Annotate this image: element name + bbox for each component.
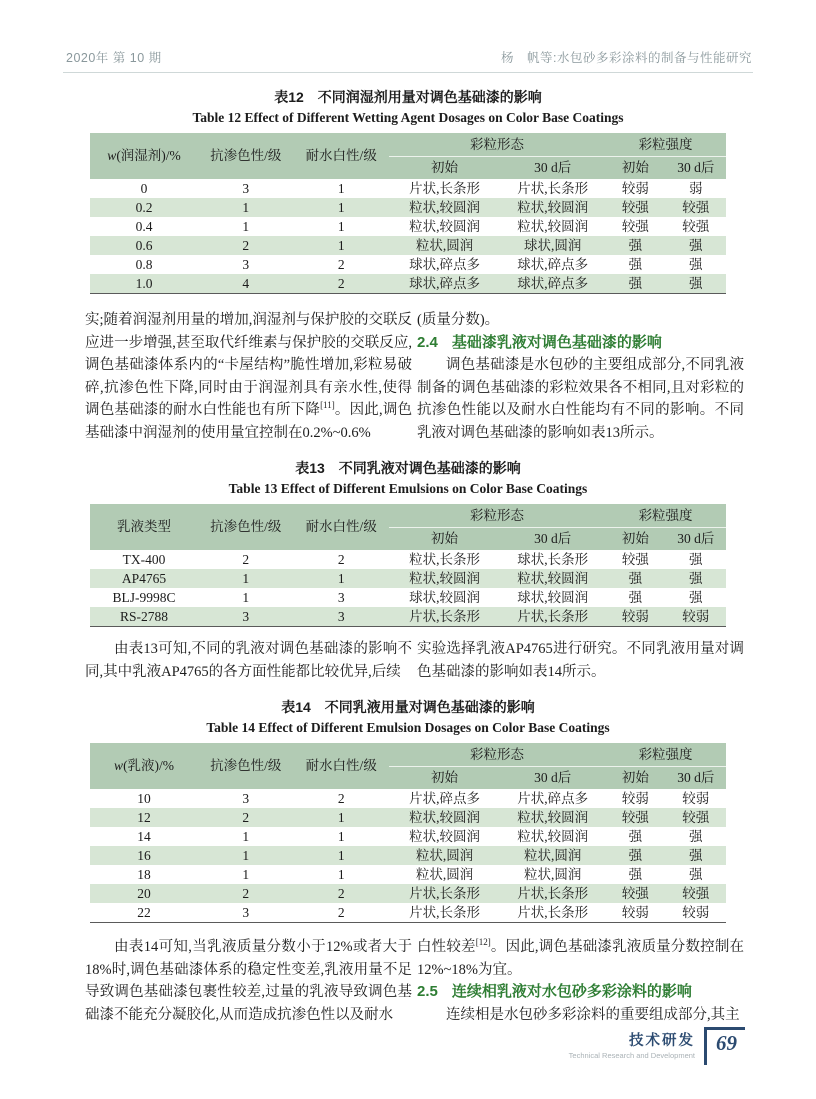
table-cell: 22 <box>137 905 151 920</box>
table-cell: 强 <box>628 276 643 291</box>
table-cell: 3 <box>242 905 250 920</box>
table-cell: 1 <box>337 181 345 196</box>
table-cell: 较弱 <box>682 609 710 624</box>
table-cell: 较强 <box>621 219 649 234</box>
table-cell: 球状,碎点多 <box>409 257 480 272</box>
table-cell: 2 <box>337 257 345 272</box>
running-title: 杨 帆等:水包砂多彩涂料的制备与性能研究 <box>501 51 752 65</box>
section-number: 2.4 <box>417 333 438 351</box>
paragraph: 。因此,调色基础漆中润湿剂的使用量宜控制在0.2%~0.6% <box>85 402 413 441</box>
table-cell: 较弱 <box>621 905 649 920</box>
table-cell: 片状,长条形 <box>517 609 589 624</box>
table-cell: 2 <box>242 810 250 825</box>
table-row <box>90 903 726 923</box>
table-cell: AP4765 <box>121 571 167 586</box>
table-cell: 0.2 <box>135 200 153 215</box>
table-cell: 3 <box>337 590 345 605</box>
table-cell: 3 <box>242 609 250 624</box>
subcolumn-header: 初始 <box>431 770 459 785</box>
table12-body <box>90 179 726 294</box>
section-heading-2-4 <box>417 332 744 355</box>
table-row <box>90 588 726 607</box>
table-cell: 1 <box>337 238 345 253</box>
table-cell: 强 <box>689 276 703 291</box>
table-row <box>90 236 726 255</box>
table-cell: 片状,长条形 <box>517 181 589 196</box>
footer-section-cn: 技术研发 <box>629 1033 695 1049</box>
table-cell: 较弱 <box>621 609 649 624</box>
table-cell: BLJ-9998C <box>112 590 176 605</box>
table-cell: 1 <box>242 829 250 844</box>
subcolumn-header: 30 d后 <box>677 770 715 785</box>
table-cell: 粒状,圆润 <box>523 867 582 882</box>
footer-section-label <box>569 1029 695 1060</box>
table-cell: 片状,长条形 <box>409 905 480 920</box>
subcolumn-header: 30 d后 <box>534 531 572 546</box>
table13-caption <box>0 458 816 497</box>
column-header <box>90 504 198 550</box>
table14-body <box>90 789 726 923</box>
table-cell: 较弱 <box>621 791 649 806</box>
table-cell: 1 <box>337 810 345 825</box>
right-column: 实验选择乳液AP4765进行研究。不同乳液用量对调色基础漆的影响如表14所示。 <box>417 641 744 680</box>
table-cell: 强 <box>628 848 643 863</box>
table-row <box>90 179 726 198</box>
table-cell: 1 <box>242 200 250 215</box>
paragraph-continuation <box>417 936 744 981</box>
table-row <box>90 789 726 808</box>
table-cell: 较强 <box>621 200 649 215</box>
column-header-text: (润湿剂)/% <box>116 148 181 163</box>
table-cell: 强 <box>628 867 643 882</box>
table14-header <box>90 743 726 789</box>
table-cell: 0.4 <box>135 219 153 234</box>
table-row <box>90 255 726 274</box>
table-cell: 0.8 <box>135 257 153 272</box>
group-header-strength: 彩粒强度 <box>605 504 726 528</box>
table-cell: 1 <box>337 829 345 844</box>
table-row <box>90 569 726 588</box>
page-number: 69 <box>704 1027 745 1065</box>
section-title: 连续相乳液对水包砂多彩涂料的影响 <box>451 983 692 1000</box>
table-cell: 球状,较圆润 <box>409 590 480 605</box>
subcolumn-header: 初始 <box>621 160 649 175</box>
table13-body <box>90 550 726 627</box>
table14-caption <box>0 697 816 736</box>
table-cell: 粒状,较圆润 <box>517 200 589 215</box>
table-12 <box>90 133 726 294</box>
table-14 <box>90 743 726 923</box>
group-header-strength: 彩粒强度 <box>605 743 726 767</box>
paragraph: 。因此,调色基础漆乳液质量分数控制在12%~18%为宜。 <box>417 939 745 978</box>
paragraph: 白性较差 <box>417 939 476 955</box>
table-row <box>90 198 726 217</box>
subcolumn-header: 初始 <box>431 531 459 546</box>
table-cell: 2 <box>337 905 345 920</box>
table-cell: 强 <box>689 571 703 586</box>
table-cell: 较强 <box>621 552 649 567</box>
column-header: 耐水白性/级 <box>305 758 377 773</box>
table-cell: 1 <box>242 590 250 605</box>
reference-11: [11] <box>320 400 335 411</box>
table-cell: 较强 <box>621 886 649 901</box>
paragraph-continuation: (质量分数)。 <box>417 312 500 328</box>
table-cell: 1 <box>337 867 345 882</box>
table-cell: 1 <box>242 571 250 586</box>
table-cell: 20 <box>137 886 151 901</box>
section-title: 基础漆乳液对调色基础漆的影响 <box>451 333 662 351</box>
table-cell: 强 <box>689 848 703 863</box>
table-cell: 1 <box>337 219 345 234</box>
table-cell: 片状,碎点多 <box>409 791 480 806</box>
table-cell: 1 <box>242 867 250 882</box>
table-cell: 1 <box>242 219 250 234</box>
table-cell: 2 <box>337 886 345 901</box>
page-header <box>0 0 816 72</box>
column-header: 耐水白性/级 <box>305 519 377 534</box>
table-cell: 14 <box>137 829 151 844</box>
table-cell: 较强 <box>682 810 710 825</box>
subcolumn-header: 初始 <box>621 531 649 546</box>
table-cell: 较强 <box>682 200 710 215</box>
header-rule <box>63 72 753 73</box>
table-cell: 片状,长条形 <box>409 609 480 624</box>
table-cell: 强 <box>689 257 703 272</box>
table-cell: 12 <box>137 810 151 825</box>
subcolumn-header: 初始 <box>621 770 649 785</box>
table-13 <box>90 504 726 627</box>
table-cell: 粒状,长条形 <box>409 552 480 567</box>
column-header: 耐水白性/级 <box>305 148 377 163</box>
table-row <box>90 550 726 569</box>
column-header-italic: w <box>114 758 124 773</box>
table-cell: 粒状,较圆润 <box>517 829 589 844</box>
table-cell: 2 <box>337 791 345 806</box>
text-section-1 <box>0 309 816 444</box>
table-cell: 粒状,较圆润 <box>409 829 480 844</box>
table-cell: 强 <box>628 829 643 844</box>
table-cell: 2 <box>337 552 345 567</box>
table-cell: 较强 <box>621 810 649 825</box>
table-cell: 18 <box>137 867 151 882</box>
text-section-2 <box>0 638 816 683</box>
table-cell: 粒状,较圆润 <box>409 810 480 825</box>
table-row <box>90 217 726 236</box>
table-cell: 较强 <box>682 886 710 901</box>
table-cell: 较强 <box>682 219 710 234</box>
page-footer <box>569 1027 745 1065</box>
table-row <box>90 808 726 827</box>
table-cell: 球状,较圆润 <box>517 590 589 605</box>
table-cell: 强 <box>628 257 643 272</box>
table-cell: 球状,圆润 <box>523 238 582 253</box>
table-cell: 粒状,圆润 <box>415 238 474 253</box>
table-cell: 粒状,较圆润 <box>517 219 589 234</box>
subcolumn-header: 初始 <box>431 160 459 175</box>
table-cell: 粒状,圆润 <box>415 848 474 863</box>
table12-header <box>90 133 726 179</box>
column-header <box>90 743 198 789</box>
table-cell: 16 <box>137 848 151 863</box>
table-cell: 粒状,圆润 <box>415 867 474 882</box>
group-header-morphology: 彩粒形态 <box>389 504 605 528</box>
group-header-morphology: 彩粒形态 <box>389 743 605 767</box>
left-column: 由表14可知,当乳液质量分数小于12%或者大于18%时,调色基础漆体系的稳定性变差,乳液用量不足导致调色基础漆包裹性较差,过量的乳液导致调色基础漆不能充分凝胶化,从而造成抗渗色性以及耐水 <box>85 939 412 1023</box>
table-cell: 2 <box>242 886 250 901</box>
table-cell: 2 <box>242 552 250 567</box>
table-cell: 强 <box>628 238 643 253</box>
table-row <box>90 827 726 846</box>
reference-12: [12] <box>475 937 491 948</box>
table-cell: 强 <box>689 867 703 882</box>
column-header: 抗渗色性/级 <box>210 758 282 773</box>
table-cell: 3 <box>242 791 250 806</box>
table-cell: 3 <box>337 609 345 624</box>
table-cell: 粒状,较圆润 <box>409 200 480 215</box>
table-cell: 强 <box>628 590 643 605</box>
footer-section-en: Technical Research and Development <box>568 1051 695 1060</box>
table14-caption-cn: 表14 不同乳液用量对调色基础漆的影响 <box>281 699 535 715</box>
right-column <box>417 309 744 444</box>
table12-caption-en: Table 12 Effect of Different Wetting Agent Dosages on Color Base Coatings <box>192 110 624 125</box>
table-cell: 粒状,较圆润 <box>409 571 480 586</box>
table-cell: 1.0 <box>135 276 153 291</box>
table-cell: 粒状,较圆润 <box>517 571 589 586</box>
table-cell: 弱 <box>689 181 703 196</box>
table-cell: 强 <box>689 552 703 567</box>
table-cell: 2 <box>337 276 345 291</box>
table-cell: 3 <box>242 181 250 196</box>
table-cell: 2 <box>242 238 250 253</box>
table-cell: 1 <box>337 848 345 863</box>
table14-caption-en: Table 14 Effect of Different Emulsion Dosages on Color Base Coatings <box>206 720 610 735</box>
table-row <box>90 607 726 627</box>
table-cell: 粒状,较圆润 <box>409 219 480 234</box>
table13-caption-cn: 表13 不同乳液对调色基础漆的影响 <box>295 460 521 476</box>
table13-caption-en: Table 13 Effect of Different Emulsions on Color Base Coatings <box>228 481 588 496</box>
table-cell: 1 <box>337 200 345 215</box>
column-header: 抗渗色性/级 <box>210 148 282 163</box>
table-cell: 3 <box>242 257 250 272</box>
table12-caption <box>0 87 816 126</box>
table-cell: 4 <box>242 276 250 291</box>
table-row <box>90 884 726 903</box>
table-cell: 较弱 <box>621 181 649 196</box>
table-cell: 较弱 <box>682 791 710 806</box>
left-column: 由表13可知,不同的乳液对调色基础漆的影响不同,其中乳液AP4765的各方面性能都比较优异,后续 <box>85 641 412 680</box>
column-header: 抗渗色性/级 <box>210 519 282 534</box>
column-header-italic: w <box>107 148 117 163</box>
table-row <box>90 274 726 294</box>
section-number: 2.5 <box>417 983 438 1000</box>
column-header <box>90 133 198 179</box>
group-header-morphology: 彩粒形态 <box>389 133 605 157</box>
table-cell: 0.6 <box>135 238 153 253</box>
table-cell: 1 <box>337 571 345 586</box>
table-cell: TX-400 <box>122 552 166 567</box>
paragraph: 连续相是水包砂多彩涂料的重要组成部分,其主 <box>446 1006 740 1023</box>
table-cell: 强 <box>628 571 643 586</box>
table13-header <box>90 504 726 550</box>
table-cell: 片状,长条形 <box>517 905 589 920</box>
paragraph: 调色基础漆是水包砂的主要组成部分,不同乳液制备的调色基础漆的彩粒效果各不相同,且对彩粒的抗渗色性能以及耐水白性能均有不同的影响。不同乳液对调色基础漆的影响如表13所示。 <box>417 357 744 441</box>
table-cell: 强 <box>689 238 703 253</box>
text-section-3 <box>0 936 816 1026</box>
table-cell: 球状,碎点多 <box>517 257 589 272</box>
table-cell: 强 <box>689 829 703 844</box>
table-cell: 球状,碎点多 <box>517 276 589 291</box>
table-cell: 粒状,圆润 <box>523 848 582 863</box>
table-cell: 较弱 <box>682 905 710 920</box>
right-column <box>417 936 744 1026</box>
table-row <box>90 846 726 865</box>
group-header-strength: 彩粒强度 <box>605 133 726 157</box>
table-cell: 0 <box>140 181 148 196</box>
table-cell: 片状,长条形 <box>517 886 589 901</box>
table-cell: 片状,碎点多 <box>517 791 589 806</box>
table-cell: 球状,碎点多 <box>409 276 480 291</box>
table-cell: 片状,长条形 <box>409 181 480 196</box>
paragraph: 实;随着润湿剂用量的增加,润湿剂与保护胶的交联反应进一步增强,甚至取代纤维素与保护胶的交联反应,调色基础漆体系内的“卡屋结构”脆性增加,彩粒易破碎,抗渗色性下降,同时由于润湿剂具有亲水性,使得调色基础漆的耐水白性能也有所下降 <box>85 312 412 418</box>
subcolumn-header: 30 d后 <box>677 160 715 175</box>
table-cell: 片状,长条形 <box>409 886 480 901</box>
table-cell: 球状,长条形 <box>517 552 589 567</box>
subcolumn-header: 30 d后 <box>534 160 572 175</box>
subcolumn-header: 30 d后 <box>677 531 715 546</box>
column-header-text: 乳液类型 <box>117 519 172 534</box>
table-cell: 1 <box>242 848 250 863</box>
table-row <box>90 865 726 884</box>
table-cell: 10 <box>137 791 151 806</box>
table-cell: RS-2788 <box>120 609 169 624</box>
table-cell: 强 <box>689 590 703 605</box>
journal-issue: 2020年 第 10 期 <box>66 51 162 65</box>
section-heading-2-5 <box>417 981 744 1004</box>
table-cell: 粒状,较圆润 <box>517 810 589 825</box>
left-column <box>85 309 412 444</box>
table12-caption-cn: 表12 不同润湿剂用量对调色基础漆的影响 <box>274 89 542 105</box>
column-header-text: (乳液)/% <box>123 758 175 773</box>
subcolumn-header: 30 d后 <box>534 770 572 785</box>
